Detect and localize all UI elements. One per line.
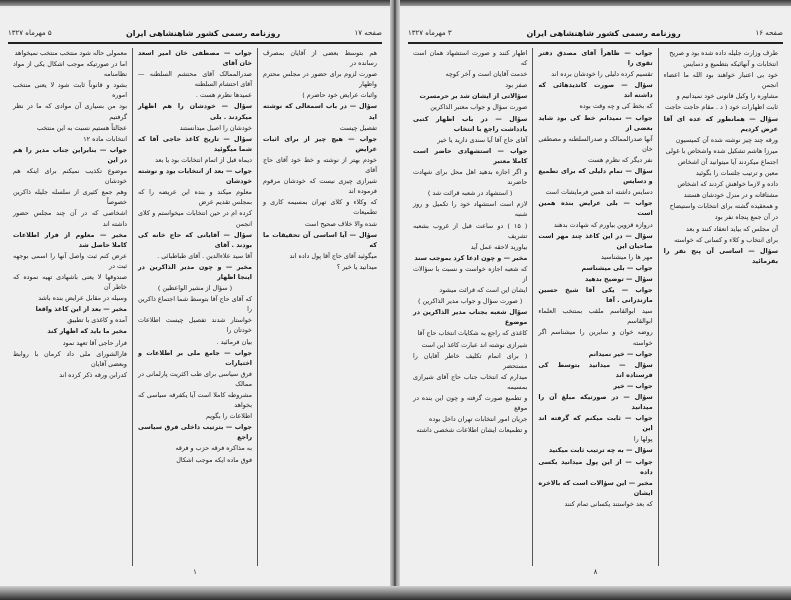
- text-line: صدرالممالک آقای محتشم السلطنه — آقای احتشام السلطنه: [138, 70, 252, 89]
- page-number: صفحه ۱۶: [755, 29, 783, 37]
- text-line: صورت سؤال و جواب معتبر الذاکرین: [430, 103, 528, 112]
- text-line: ورقه چند چیز نوشته شده آن کمیسیون: [675, 135, 778, 144]
- text-line: ( برای اتمام تکلیف خاطر آقایان را مستحضر: [413, 351, 528, 370]
- text-line: سؤال — میدانید بتوسط کی فرستاده اند: [538, 360, 653, 379]
- text-line: سؤال — توضیح بدهید: [584, 274, 653, 283]
- text-line: صندوقها لا یعنی باشهادی تهیه نموده که خاطر آن: [13, 272, 127, 292]
- text-line: که بعد خواستند یکسانی تمام کنند: [564, 499, 653, 508]
- header-rule: [408, 42, 783, 44]
- text-line: به مذاکره فرقه حزب و فرقه: [175, 444, 252, 453]
- columns: [8, 48, 382, 566]
- text-line: ایشان این است که قرائت میشود: [439, 286, 528, 295]
- text-line: پولها را: [633, 435, 653, 444]
- text-line: مخبر — بعد از این کاغذ واقعا: [35, 305, 127, 314]
- text-line: سؤال — خودشان را هم اظهار میکردند . بلی: [138, 102, 252, 121]
- issue-date: ۵ مهرماه ۱۳۲۷: [8, 29, 52, 37]
- text-line: صفر بود: [505, 81, 528, 90]
- text-line: جواب — هیچ چیز از برای اثبات عرایض: [263, 134, 377, 153]
- text-line: جواب — ظاهراً آقای مصدق دفتر تقوی را: [538, 49, 653, 68]
- text-line: سید ابوالقاسم ملقب بمنتخب العلماء ابوالقاسم: [538, 307, 653, 326]
- text-line: اظهار کنند و صورت استشهاد همان است که: [413, 49, 528, 68]
- text-line: آن مجلس که بیاید انعقاد کنند و بعد: [686, 224, 778, 233]
- column-3: [8, 48, 133, 566]
- text-line: لازم است استشهاد خود را تکمیل و روز شنبه: [413, 200, 528, 219]
- text-line: موضوع تکذیب نمیکنم برای اینکه هم خودشان: [13, 167, 127, 186]
- text-line: سؤالاتی از ایشان شد بر حرمسرت: [419, 92, 528, 101]
- text-line: کاغذی که راجع به شکایات انتخاب حاج آقا: [417, 329, 528, 338]
- text-line: معمولی حاله شود منتخب منتخب نمیخواهد: [14, 49, 127, 57]
- text-line: خودم بهتر از نوشته و خط خود آقای حاج آقای: [263, 155, 377, 175]
- text-line: نفر دیگر که نظرم هست: [588, 155, 653, 164]
- text-line: خود بی اعتبار خواهند بود الله ما اعضاء انجمن: [663, 71, 778, 90]
- text-line: سؤال — در صورتیکه مبلغ آن را میدانید: [538, 393, 653, 412]
- text-line: برای انتخاب و کلاء و کسانی که خواسته: [674, 235, 778, 244]
- text-line: که بخط کی و چه وقت بوده: [579, 102, 653, 111]
- text-line: عرض کنم ثبت واصل آنها را اسمی بوجهه ثبت در: [13, 251, 127, 270]
- text-line: خدمت آقایان است و آخر کوچه: [445, 70, 528, 79]
- text-line: اشخاصی که در آن چند مجلس حضور داشته اند: [13, 209, 127, 228]
- text-line: تفصیل چیست: [339, 123, 377, 132]
- page-header: [8, 26, 382, 40]
- text-line: معلوم میکند و بنده این عریضه را که بمجلس تقدیم عرض: [138, 188, 252, 207]
- text-line: بیاورید لاحقه عمل آید: [470, 242, 528, 251]
- text-line: واثبات عرایض خود حاضرم ): [302, 91, 377, 100]
- text-line: دسایس داشته اند همین فرمایشات است: [545, 188, 653, 197]
- text-line: صورت لزوم برای حضور در مجلس محترم واظهار: [263, 70, 377, 89]
- text-line: سؤال — همانطور که عده ای آقا عرض کردیم: [663, 114, 778, 133]
- text-line: جواب — جامع ملی بر اطلاعات و اختیارات: [138, 348, 252, 367]
- text-line: فوق ماده ایکه موجب اشکال: [176, 455, 252, 464]
- text-line: ثابت اظهارات خود ( د . مقام حاجت حاجت: [665, 103, 778, 112]
- column-3: [408, 48, 533, 566]
- text-line: جواب — خیر نمیدانم: [588, 349, 653, 358]
- text-line: جواب — بلی میشناسم: [581, 263, 653, 272]
- text-line: معین و ترتیب جلسات را بگوئید: [695, 169, 778, 178]
- text-line: شده والا خلاف صحیح است: [304, 219, 377, 228]
- text-line: مخبر ما باید که اظهار کند: [47, 327, 127, 336]
- text-line: و تطمیعات ایشان اطلاعات شخصی داشته: [416, 426, 528, 435]
- text-line: جواب — مصطفی خان امیر اسعد خان آقای: [138, 49, 252, 68]
- text-line: و تطمیع صورت گرفته و چون این بنده در موقع: [413, 394, 528, 413]
- text-line: فرار حاجی آقا تعهد نمود: [62, 338, 127, 347]
- text-line: سؤال — به چه ترتیب ثابت میکنید: [548, 446, 653, 455]
- text-line: سؤال — در باب اظهار کتبی یادداشت راجع با انتخاب: [413, 114, 528, 133]
- text-line: مخبر — معلوم از فرار اطلاعات کاملا حاصل شد: [13, 230, 127, 249]
- text-line: و اگر اجازه بدهید اهل محل برای شهادت حاضرند: [413, 168, 528, 187]
- text-line: شیرازی چیزی نیست که خودشان مرقوم فرموده اند: [263, 177, 377, 196]
- text-line: ( استشهاد در شعبه قرائت شد ): [427, 189, 513, 198]
- column-1: [258, 48, 382, 566]
- right-page: [400, 8, 791, 586]
- text-line: اما در صورتیکه موجب اشکال یکی از مواد نظامنامه: [13, 60, 127, 79]
- text-line: بود من بسیاری آن موادی که ما در نظر گرفتیم: [13, 102, 127, 121]
- text-line: جواب — خیر: [613, 381, 653, 390]
- text-line: مخبر — این سؤالات است که بالاخره ایشان: [538, 478, 653, 497]
- text-line: طرف وزارت جلیله داده شده بود و صریح: [669, 49, 778, 57]
- text-line: دروازه قزوین بیاورم که شهادت بدهند: [553, 220, 653, 229]
- text-line: جواب — یکی آقا شیخ حسین مازندرانی . آقا: [538, 286, 653, 305]
- newspaper-title: روزنامه رسمی کشور شاهنشاهی ایران: [526, 28, 681, 38]
- text-line: آقا سید علاءالدین . آقای طباطبائی .: [157, 251, 252, 260]
- text-line: داده و لازما خواهش کردند که اشخاص: [677, 180, 778, 189]
- issue-date: ۳ مهرماه ۱۳۲۷: [408, 29, 452, 37]
- text-line: مخبر — و چون ادعا کرد بموجب سند: [414, 253, 528, 262]
- text-line: سؤال — صورت کاندیدهائی که داشته اند: [538, 81, 653, 100]
- column-2: [133, 48, 258, 566]
- text-line: ( صورت سؤال و جواب مدیر الذاکرین ): [417, 297, 523, 306]
- text-line: سؤال — تاریخ کاغذ حاجی آقا که شما میگوئید: [138, 134, 252, 153]
- text-line: عجالتاً هستیم نسبت به این منتخب: [36, 123, 127, 132]
- text-line: جواب — ثابت میکنم که گرفته اند این: [538, 414, 653, 433]
- text-line: بشود و قانوناً ثابت شود لا یعنی منتخب اموره: [13, 81, 127, 100]
- newspaper-title: روزنامه رسمی کشور شاهنشاهی ایران: [125, 28, 281, 38]
- text-line: جواب — نمیدانم خط کی بود شاید بعضی از: [538, 113, 653, 132]
- text-line: روضه خوان و سایرین را میشناسم اگر خواسته: [538, 328, 653, 347]
- text-line: مشروطه کاملا است آیا یکفرقه سیاسی که بخواهد: [138, 391, 252, 410]
- text-line: مشتاقانه و در منزل خودشان هستند: [683, 191, 778, 200]
- text-line: سؤال — در باب اسمعالی که نوشته اید: [263, 102, 377, 121]
- text-line: میرزا هاشم تشکیل شده واشخاص با غولی: [665, 146, 778, 155]
- text-line: ( ۱۵ ) دو ساعت قبل از غروب بشعبه تشریف: [413, 221, 528, 240]
- text-line: جواب — بنابراین جناب مدیر را هم در این: [13, 145, 127, 164]
- text-line: فرق سیاسی برای طب اکثریت پارلمانی در ممالک: [138, 369, 252, 388]
- text-line: که آقای حاج آقا بتوسط شما اجتماع ذاکرین را: [138, 295, 252, 314]
- text-line: سؤال — اساسی آن پنج نفر را بفرمائید: [663, 246, 778, 265]
- text-line: جواب — بعد از انتخابات بود و نوشته خودشان: [138, 167, 252, 186]
- text-line: جواب — بلی عرایض بنده همین است: [538, 199, 653, 218]
- text-line: که شعبه اجازه خواست و نسبت با سؤالات از: [413, 264, 528, 283]
- text-line: سؤال — در این کاغذ چند مهر است صاحبان این: [538, 231, 653, 250]
- text-line: میدانید یا خیر ؟: [336, 262, 377, 271]
- binding-gutter: [390, 0, 400, 600]
- column-1: [659, 48, 783, 566]
- text-line: انتخابات و آنهائیکه بتطمیع و دسایس: [683, 60, 778, 69]
- text-line: آمده و کاغذی با تطبیق: [67, 316, 127, 325]
- text-line: خواستار شدند تفصیل چیست اطلاعات خودتان را: [138, 316, 252, 335]
- text-line: که وکلاء و کلای تهران بمسیمه کاری و تطمیعات: [263, 198, 377, 217]
- header-rule: [8, 42, 382, 44]
- text-line: آنها صدرالممالک و صدرالسلطنه و مصطفی خان: [538, 134, 653, 153]
- column-2: [533, 48, 658, 566]
- text-line: کدرابن ورقه ذکر کرده اند: [59, 370, 127, 379]
- page-header: [408, 26, 783, 40]
- text-line: خودشان را اصیل میدانستند: [179, 123, 252, 132]
- text-line: کرده ام در حین انتخابات میخواستم و کلای انجمن: [138, 209, 252, 228]
- text-line: اطلاعات را بگویم: [205, 412, 252, 421]
- text-line: عمیدها نظرم هست .: [195, 91, 252, 100]
- text-line: وهم جمع کثیری از سلسله جلیله ذاکرین خصوصاً: [13, 188, 127, 207]
- folio-number: ۸: [593, 568, 598, 576]
- text-line: سؤال — آقایانی که حاج خانه کی بودند . آقای: [138, 230, 252, 249]
- text-line: مشاوره را وکیل قانونی خود نمیدانیم و: [676, 92, 778, 101]
- folio-number: ۱: [193, 568, 197, 576]
- text-line: سؤال — آیا اساسی آن تحقیقات ما که: [263, 230, 377, 249]
- text-line: وسیله در مقابل عرایض بنده باشد: [38, 294, 127, 303]
- text-line: جواب — از این پول میدانید بکسی داده: [538, 457, 653, 476]
- text-line: مهر ها را میشناسید: [600, 252, 653, 261]
- text-line: آقای حاج آقا آیا سندی دارید یا خیر: [437, 135, 528, 144]
- text-line: جواب — استشهادی حاضر است کاملا معتبر: [413, 146, 528, 165]
- text-line: انتخابات ماده ۱۲: [83, 134, 127, 143]
- text-line: تقسیم کرده دلیلی را خودشان برده اند: [551, 70, 653, 79]
- scan-edge-bottom: [0, 586, 791, 600]
- text-line: و همعقیده گشته برای انتخابات واستیضاح: [669, 202, 778, 211]
- text-line: دیماه قبل از اتمام انتخابات بود یا بعد: [155, 155, 252, 164]
- text-line: بیان فرمائید .: [216, 337, 252, 346]
- text-line: جریان امور انتخابات تهران داخل بوده: [429, 415, 528, 424]
- left-page: [0, 8, 390, 586]
- text-line: ( سؤال از مشیر الواعظین ): [157, 284, 233, 293]
- columns: [408, 48, 783, 566]
- text-line: میدارم که انتخاب جناب حاج آقای شیرازی بمسیمه: [413, 372, 528, 391]
- text-line: فارالشورای ملی داد کرمان با روابط وبعضی آقایان: [13, 349, 127, 368]
- text-line: سؤال — تمام دلیلی که برای تطمیع و دسایس: [538, 167, 653, 186]
- text-line: هم بتوسط بعضی از آقایان بمصرف رسانده در: [263, 49, 377, 68]
- text-line: سؤال شعبه بجناب مدیر الذاکرین در موضوع: [413, 308, 528, 327]
- text-line: شیرازی نوشته اند عبارت کاغذ این است: [421, 340, 528, 349]
- text-line: در آن جمع پنجاه نفر بود: [714, 213, 778, 222]
- text-line: میگوئید آقای حاج آقا پول داده اند: [289, 251, 377, 260]
- text-line: جواب — بترتیب داخلی فرق سیاسی راجع: [138, 423, 252, 442]
- text-line: مخبر — و چون مدیر الذاکرین در اینجا اظهار: [138, 262, 252, 281]
- page-number: صفحه ۱۷: [354, 29, 382, 37]
- text-line: اجتماع میکردند آیا میتوانید آن اشخاص: [678, 157, 778, 166]
